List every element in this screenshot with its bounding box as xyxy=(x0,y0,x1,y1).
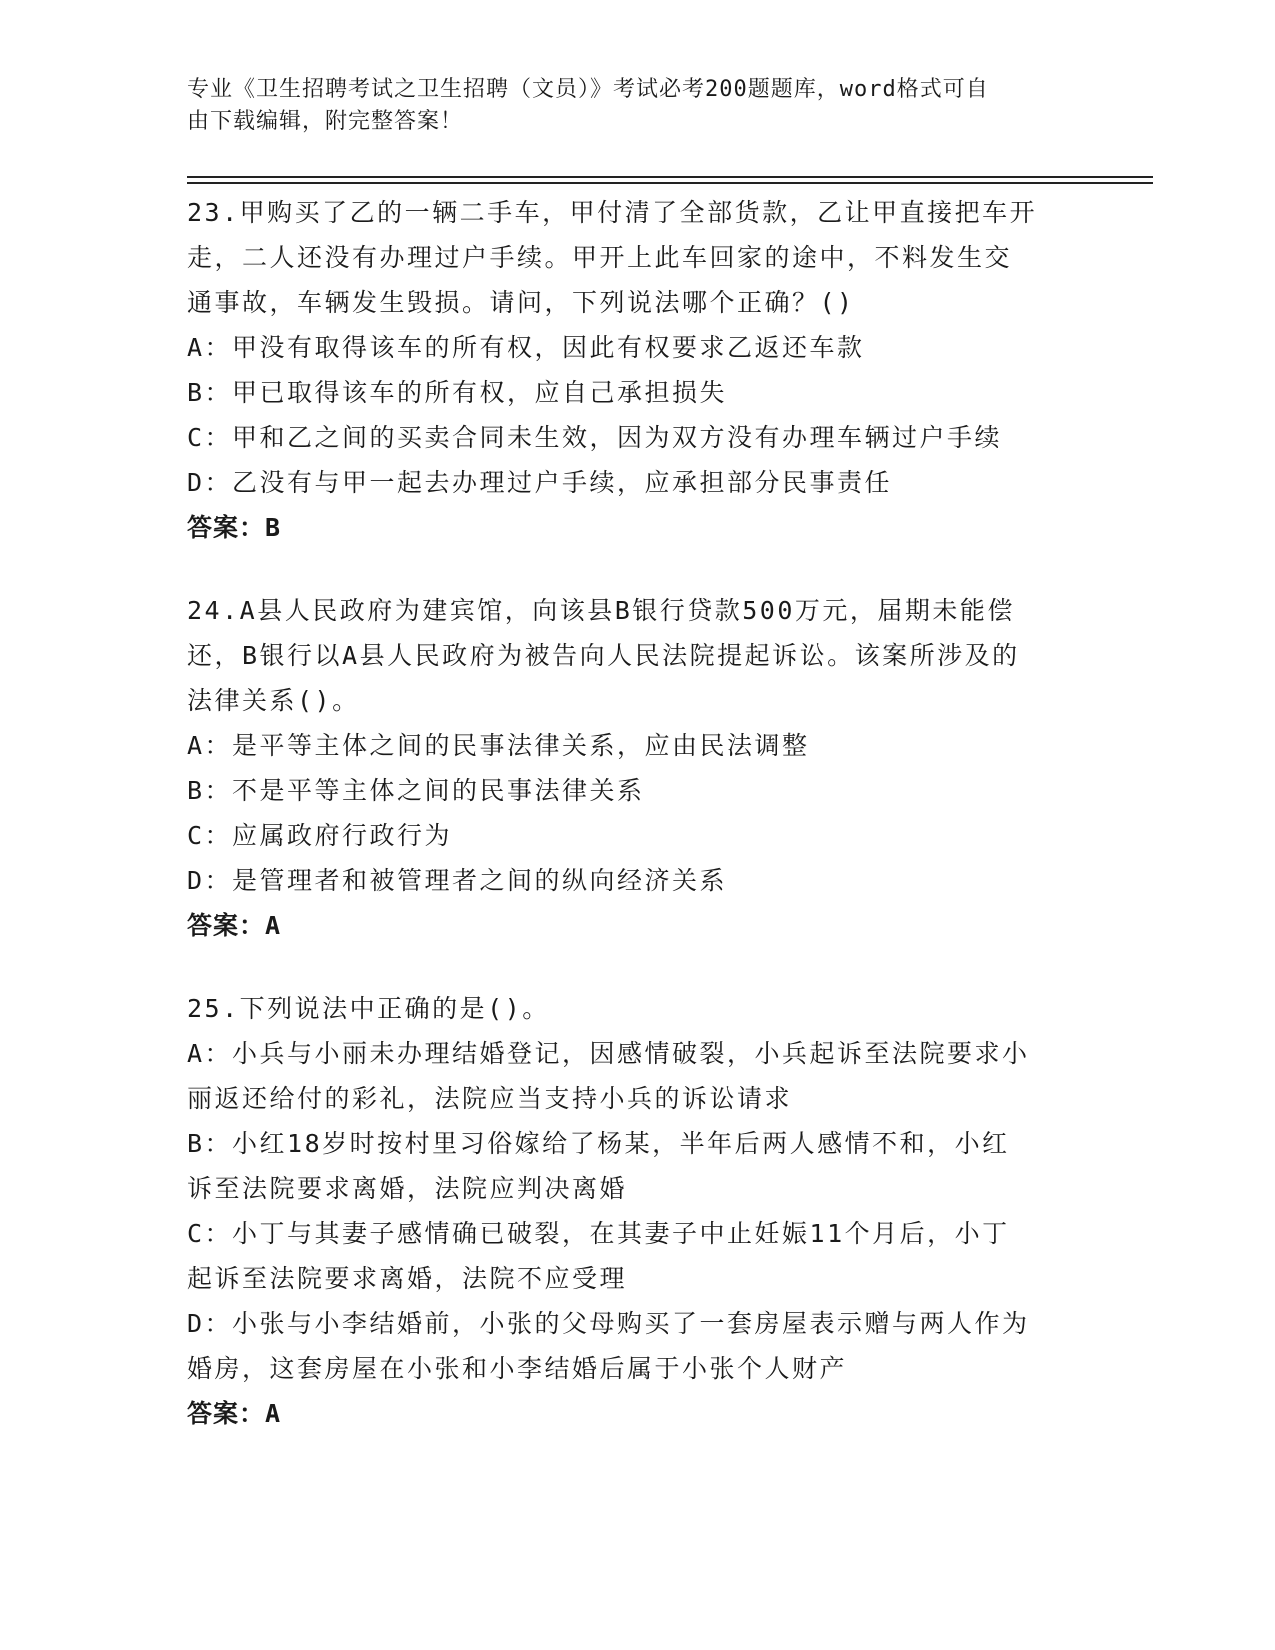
option-c-continued: 起诉至法院要求离婚，法院不应受理 xyxy=(187,1264,628,1293)
question-stem-line: 法律关系()。 xyxy=(187,686,360,715)
option-c: C：甲和乙之间的买卖合同未生效，因为双方没有办理车辆过户手续 xyxy=(187,423,1003,452)
question-25 xyxy=(187,986,1087,1436)
option-d-continued: 婚房，这套房屋在小张和小李结婚后属于小张个人财产 xyxy=(187,1354,848,1383)
option-b-continued: 诉至法院要求离婚，法院应判决离婚 xyxy=(187,1174,628,1203)
header-line-2: 由下载编辑，附完整答案！ xyxy=(187,109,464,134)
question-24 xyxy=(187,588,1087,948)
header-divider-top xyxy=(187,176,1153,178)
question-stem-line: 25.下列说法中正确的是()。 xyxy=(187,994,550,1023)
question-stem-line: 通事故，车辆发生毁损。请问，下列说法哪个正确？() xyxy=(187,288,855,317)
document-header xyxy=(187,74,1067,138)
option-a: A：小兵与小丽未办理结婚登记，因感情破裂，小兵起诉至法院要求小 xyxy=(187,1039,1030,1068)
question-stem-line: 23.甲购买了乙的一辆二手车，甲付清了全部货款，乙让甲直接把车开 xyxy=(187,198,1038,227)
option-d: D：乙没有与甲一起去办理过户手续，应承担部分民事责任 xyxy=(187,468,893,497)
option-c: C：小丁与其妻子感情确已破裂，在其妻子中止妊娠11个月后，小丁 xyxy=(187,1219,1010,1248)
option-a-continued: 丽返还给付的彩礼，法院应当支持小兵的诉讼请求 xyxy=(187,1084,793,1113)
answer-label: 答案：A xyxy=(187,1399,282,1428)
option-b: B：小红18岁时按村里习俗嫁给了杨某，半年后两人感情不和，小红 xyxy=(187,1129,1010,1158)
answer-label: 答案：B xyxy=(187,513,282,542)
option-c: C：应属政府行政行为 xyxy=(187,821,453,850)
question-stem-line: 走，二人还没有办理过户手续。甲开上此车回家的途中，不料发生交 xyxy=(187,243,1013,272)
question-list xyxy=(187,190,1087,1474)
question-stem-line: 24.A县人民政府为建宾馆，向该县B银行贷款500万元，届期未能偿 xyxy=(187,596,1015,625)
option-d: D：是管理者和被管理者之间的纵向经济关系 xyxy=(187,866,728,895)
header-line-1: 专业《卫生招聘考试之卫生招聘（文员）》考试必考200题题库，word格式可自 xyxy=(187,77,989,102)
option-a: A：是平等主体之间的民事法律关系，应由民法调整 xyxy=(187,731,810,760)
answer-label: 答案：A xyxy=(187,911,282,940)
option-b: B：甲已取得该车的所有权，应自己承担损失 xyxy=(187,378,728,407)
option-d: D：小张与小李结婚前，小张的父母购买了一套房屋表示赠与两人作为 xyxy=(187,1309,1030,1338)
question-stem-line: 还，B银行以A县人民政府为被告向人民法院提起诉讼。该案所涉及的 xyxy=(187,641,1020,670)
option-a: A：甲没有取得该车的所有权，因此有权要求乙返还车款 xyxy=(187,333,865,362)
option-b: B：不是平等主体之间的民事法律关系 xyxy=(187,776,645,805)
header-divider-bottom xyxy=(187,182,1153,184)
question-23 xyxy=(187,190,1087,550)
